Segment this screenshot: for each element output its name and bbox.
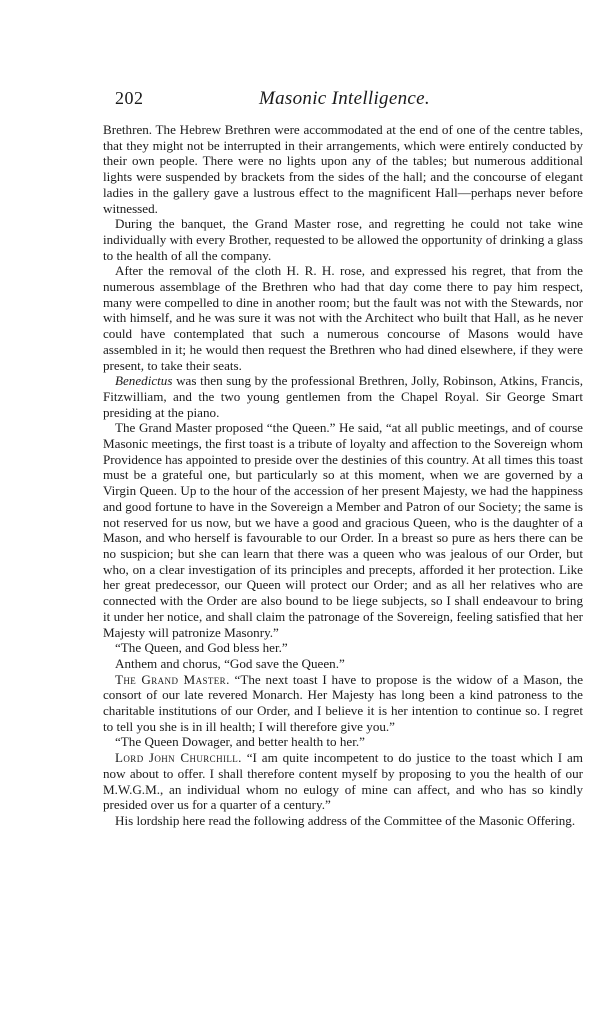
paragraph-10: Lord John Churchill. “I am quite incompetent to do justice to the toast which I am now about to offer. I shall therefore content myself by proposing to you the health of our M.W.G.M., an individual whom no eulogy of mine can affect, and who has so kindly presided over us for a quarter of a century.” [103,750,583,813]
paragraph-11: His lordship here read the following address of the Committee of the Masonic Offering. [115,812,576,828]
paragraph-9: “The Queen Dowager, and better health to her.” [115,734,365,750]
speaker-grand-master: The Grand Master. [115,671,230,687]
speaker-lord-john-churchill: Lord John Churchill. [115,750,242,766]
benedictus-italic: Benedictus [115,373,173,389]
paragraph-6: “The Queen, and God bless her.” [115,640,288,656]
paragraph-7: Anthem and chorus, “God save the Queen.” [115,655,345,671]
paragraph-5: The Grand Master proposed “the Queen.” He said, “at all public meetings, and of course Masonic meetings, the first toast is a tribute of loyalty and affection to the Sovereign whom Providence has appointed to preside over the destinies of this country. At all times this toast must be a grateful one, but particularly so at this moment, when we are governed by a Virgin Queen. Up to the hour of the accession of her present Majesty, we had the happiness and good fortune to have in the Sovereign a Member and Patron of our Society; the same is not reserved for us now, but we have a good and gracious Queen, who is the daughter of a Mason, and who herself is favourable to our Order. In a breast so pure as hers there can be no suspicion; but she can learn that there was a queen who was jealous of our Order, but who, on a clear investigation of its principles and precepts, afforded it her protection. Like her great predecessor, our Queen will protect our Order; and as all her relatives who are connected with the Order are also bound to be liege subjects, so I shall endeavour to bring it under her notice, and shall claim the patronage of the Sovereign, feeling satisfied that her Majesty will patronize Masonry.” [103,420,583,640]
paragraph-4: Benedictus was then sung by the professional Brethren, Jolly, Robinson, Atkins, Francis, Fitzwilliam, and the two young gentlemen from the Chapel Royal. Sir George Smart presiding at the piano. [103,373,583,420]
book-page [103,88,583,829]
paragraph-3: After the removal of the cloth H. R. H. rose, and expressed his regret, that from the numerous assemblage of the Brethren who had that day come there to pay him respect, many were compelled to dine in another room; but the fault was not with the Stewards, nor with himself, and he was sure it was not with the Architect who built that Hall, as he never could have contemplated that such a numerous concourse of Masons would have assembled in it; he would then request the Brethren who had dined elsewhere, if they were present, to take their seats. [103,263,583,373]
page-header [103,88,583,118]
paragraph-2: During the banquet, the Grand Master rose, and regretting he could not take wine individually with every Brother, requested to be allowed the opportunity of drinking a glass to the health of all the company. [103,216,583,263]
page-number: 202 [115,88,144,108]
running-title: Masonic Intelligence. [259,88,430,109]
body-text [103,122,583,829]
paragraph-1: Brethren. The Hebrew Brethren were accommodated at the end of one of the centre tables, that they might not be interrupted in their arrangements, which were entirely conducted by their own people. There were no lights upon any of the tables; but numerous additional lights were suspended by brackets from the sides of the hall; and the concourse of elegant ladies in the gallery gave a lustrous effect to the magnificent Hall—perhaps never before witnessed. [103,122,583,216]
paragraph-8: The Grand Master. “The next toast I have to propose is the widow of a Mason, the consort of our late revered Monarch. Her Majesty has long been a kind patroness to the charitable institutions of our Order, and I believe it is her intention to continue so. I regret to tell you she is in ill health; I will therefore give you.” [103,671,584,734]
